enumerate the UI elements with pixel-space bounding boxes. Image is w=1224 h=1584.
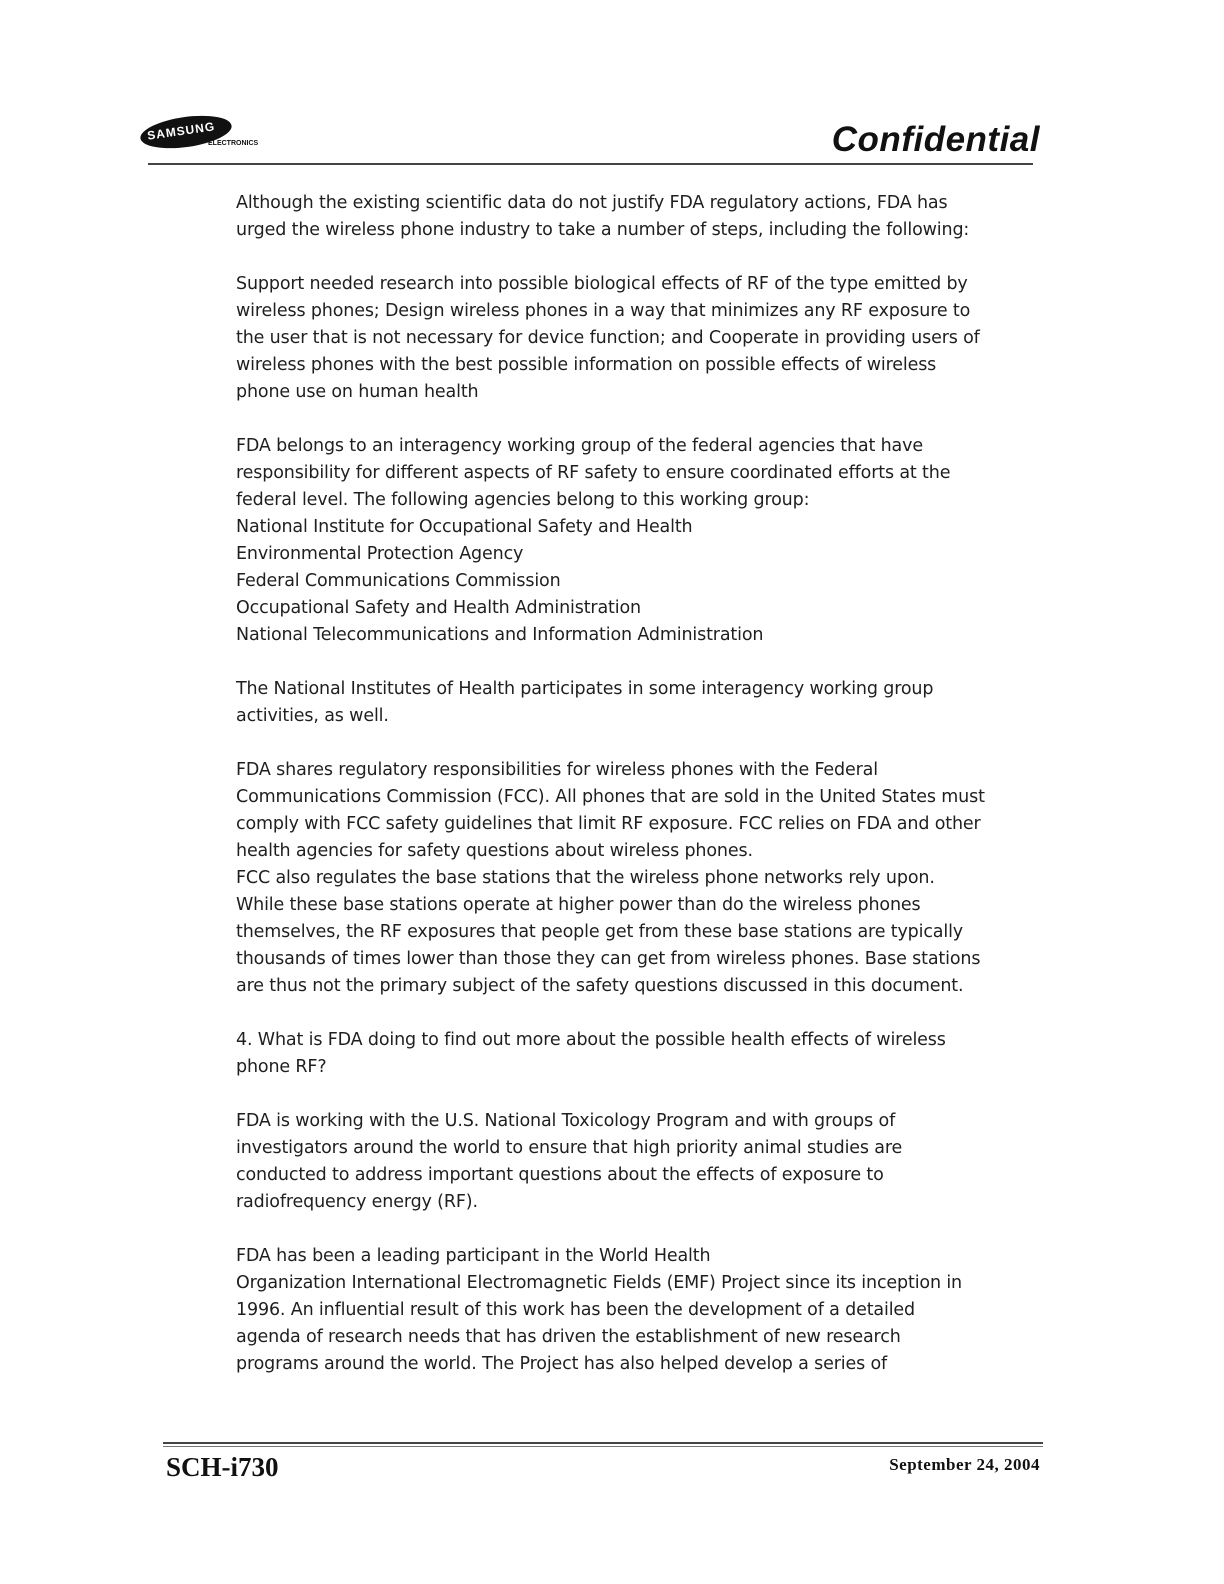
text-line: conducted to address important questions about the effects of exposure to: [236, 1165, 884, 1185]
text-line: responsibility for different aspects of RF safety to ensure coordinated efforts at the: [236, 463, 951, 483]
text-line: phone use on human health: [236, 382, 479, 402]
agency-item: National Telecommunications and Information Administration: [236, 625, 764, 645]
page-body: [236, 190, 996, 1405]
text-line: wireless phones; Design wireless phones in a way that minimizes any RF exposure to: [236, 301, 971, 321]
paragraph-3: [236, 433, 996, 649]
text-line: FCC also regulates the base stations that the wireless phone networks rely upon.: [236, 868, 935, 888]
paragraph-6: [236, 1108, 996, 1216]
paragraph-7: [236, 1243, 996, 1378]
confidential-label: Confidential: [831, 120, 1040, 159]
text-line: themselves, the RF exposures that people get from these base stations are typically: [236, 922, 963, 942]
text-line: While these base stations operate at higher power than do the wireless phones: [236, 895, 921, 915]
logo-text: SAMSUNG: [146, 119, 216, 143]
samsung-logo: [140, 113, 290, 155]
agency-item: Environmental Protection Agency: [236, 544, 524, 564]
text-line: Organization International Electromagnetic Fields (EMF) Project since its inception in: [236, 1273, 962, 1293]
text-line: thousands of times lower than those they can get from wireless phones. Base stations: [236, 949, 981, 969]
text-line: 1996. An influential result of this work has been the development of a detailed: [236, 1300, 915, 1320]
text-line: comply with FCC safety guidelines that limit RF exposure. FCC relies on FDA and other: [236, 814, 981, 834]
footer-divider-thin: [163, 1446, 1043, 1447]
agency-item: National Institute for Occupational Safety and Health: [236, 517, 693, 537]
text-line: programs around the world. The Project has also helped develop a series of: [236, 1354, 888, 1374]
text-line: phone RF?: [236, 1057, 327, 1077]
text-line: health agencies for safety questions about wireless phones.: [236, 841, 753, 861]
paragraph-5: [236, 757, 996, 1000]
paragraph-4: [236, 676, 996, 730]
text-line: The National Institutes of Health participates in some interagency working group: [236, 679, 934, 699]
footer-divider: [163, 1442, 1043, 1444]
paragraph-1: [236, 190, 996, 244]
text-line: FDA shares regulatory responsibilities for wireless phones with the Federal: [236, 760, 878, 780]
text-line: radiofrequency energy (RF).: [236, 1192, 478, 1212]
text-line: FDA belongs to an interagency working group of the federal agencies that have: [236, 436, 923, 456]
agency-item: Occupational Safety and Health Administration: [236, 598, 641, 618]
text-line: activities, as well.: [236, 706, 389, 726]
logo-subtext: ELECTRONICS: [208, 140, 259, 147]
footer-model: SCH-i730: [166, 1452, 279, 1482]
paragraph-2: [236, 271, 996, 406]
text-line: federal level. The following agencies belong to this working group:: [236, 490, 810, 510]
text-line: FDA has been a leading participant in the World Health: [236, 1246, 711, 1266]
text-line: investigators around the world to ensure that high priority animal studies are: [236, 1138, 903, 1158]
text-line: FDA is working with the U.S. National Toxicology Program and with groups of: [236, 1111, 896, 1131]
text-line: wireless phones with the best possible information on possible effects of wireless: [236, 355, 937, 375]
text-line: Communications Commission (FCC). All phones that are sold in the United States must: [236, 787, 985, 807]
text-line: urged the wireless phone industry to take a number of steps, including the following:: [236, 220, 970, 240]
text-line: Support needed research into possible biological effects of RF of the type emitted by: [236, 274, 968, 294]
text-line: Although the existing scientific data do not justify FDA regulatory actions, FDA has: [236, 193, 948, 213]
text-line: the user that is not necessary for device function; and Cooperate in providing users of: [236, 328, 980, 348]
text-line: agenda of research needs that has driven the establishment of new research: [236, 1327, 901, 1347]
header-divider: [148, 163, 1033, 165]
text-line: 4. What is FDA doing to find out more about the possible health effects of wireless: [236, 1030, 946, 1050]
agency-item: Federal Communications Commission: [236, 571, 561, 591]
question-4-heading: [236, 1027, 996, 1081]
footer-date: September 24, 2004: [889, 1455, 1040, 1474]
text-line: are thus not the primary subject of the safety questions discussed in this document.: [236, 976, 964, 996]
